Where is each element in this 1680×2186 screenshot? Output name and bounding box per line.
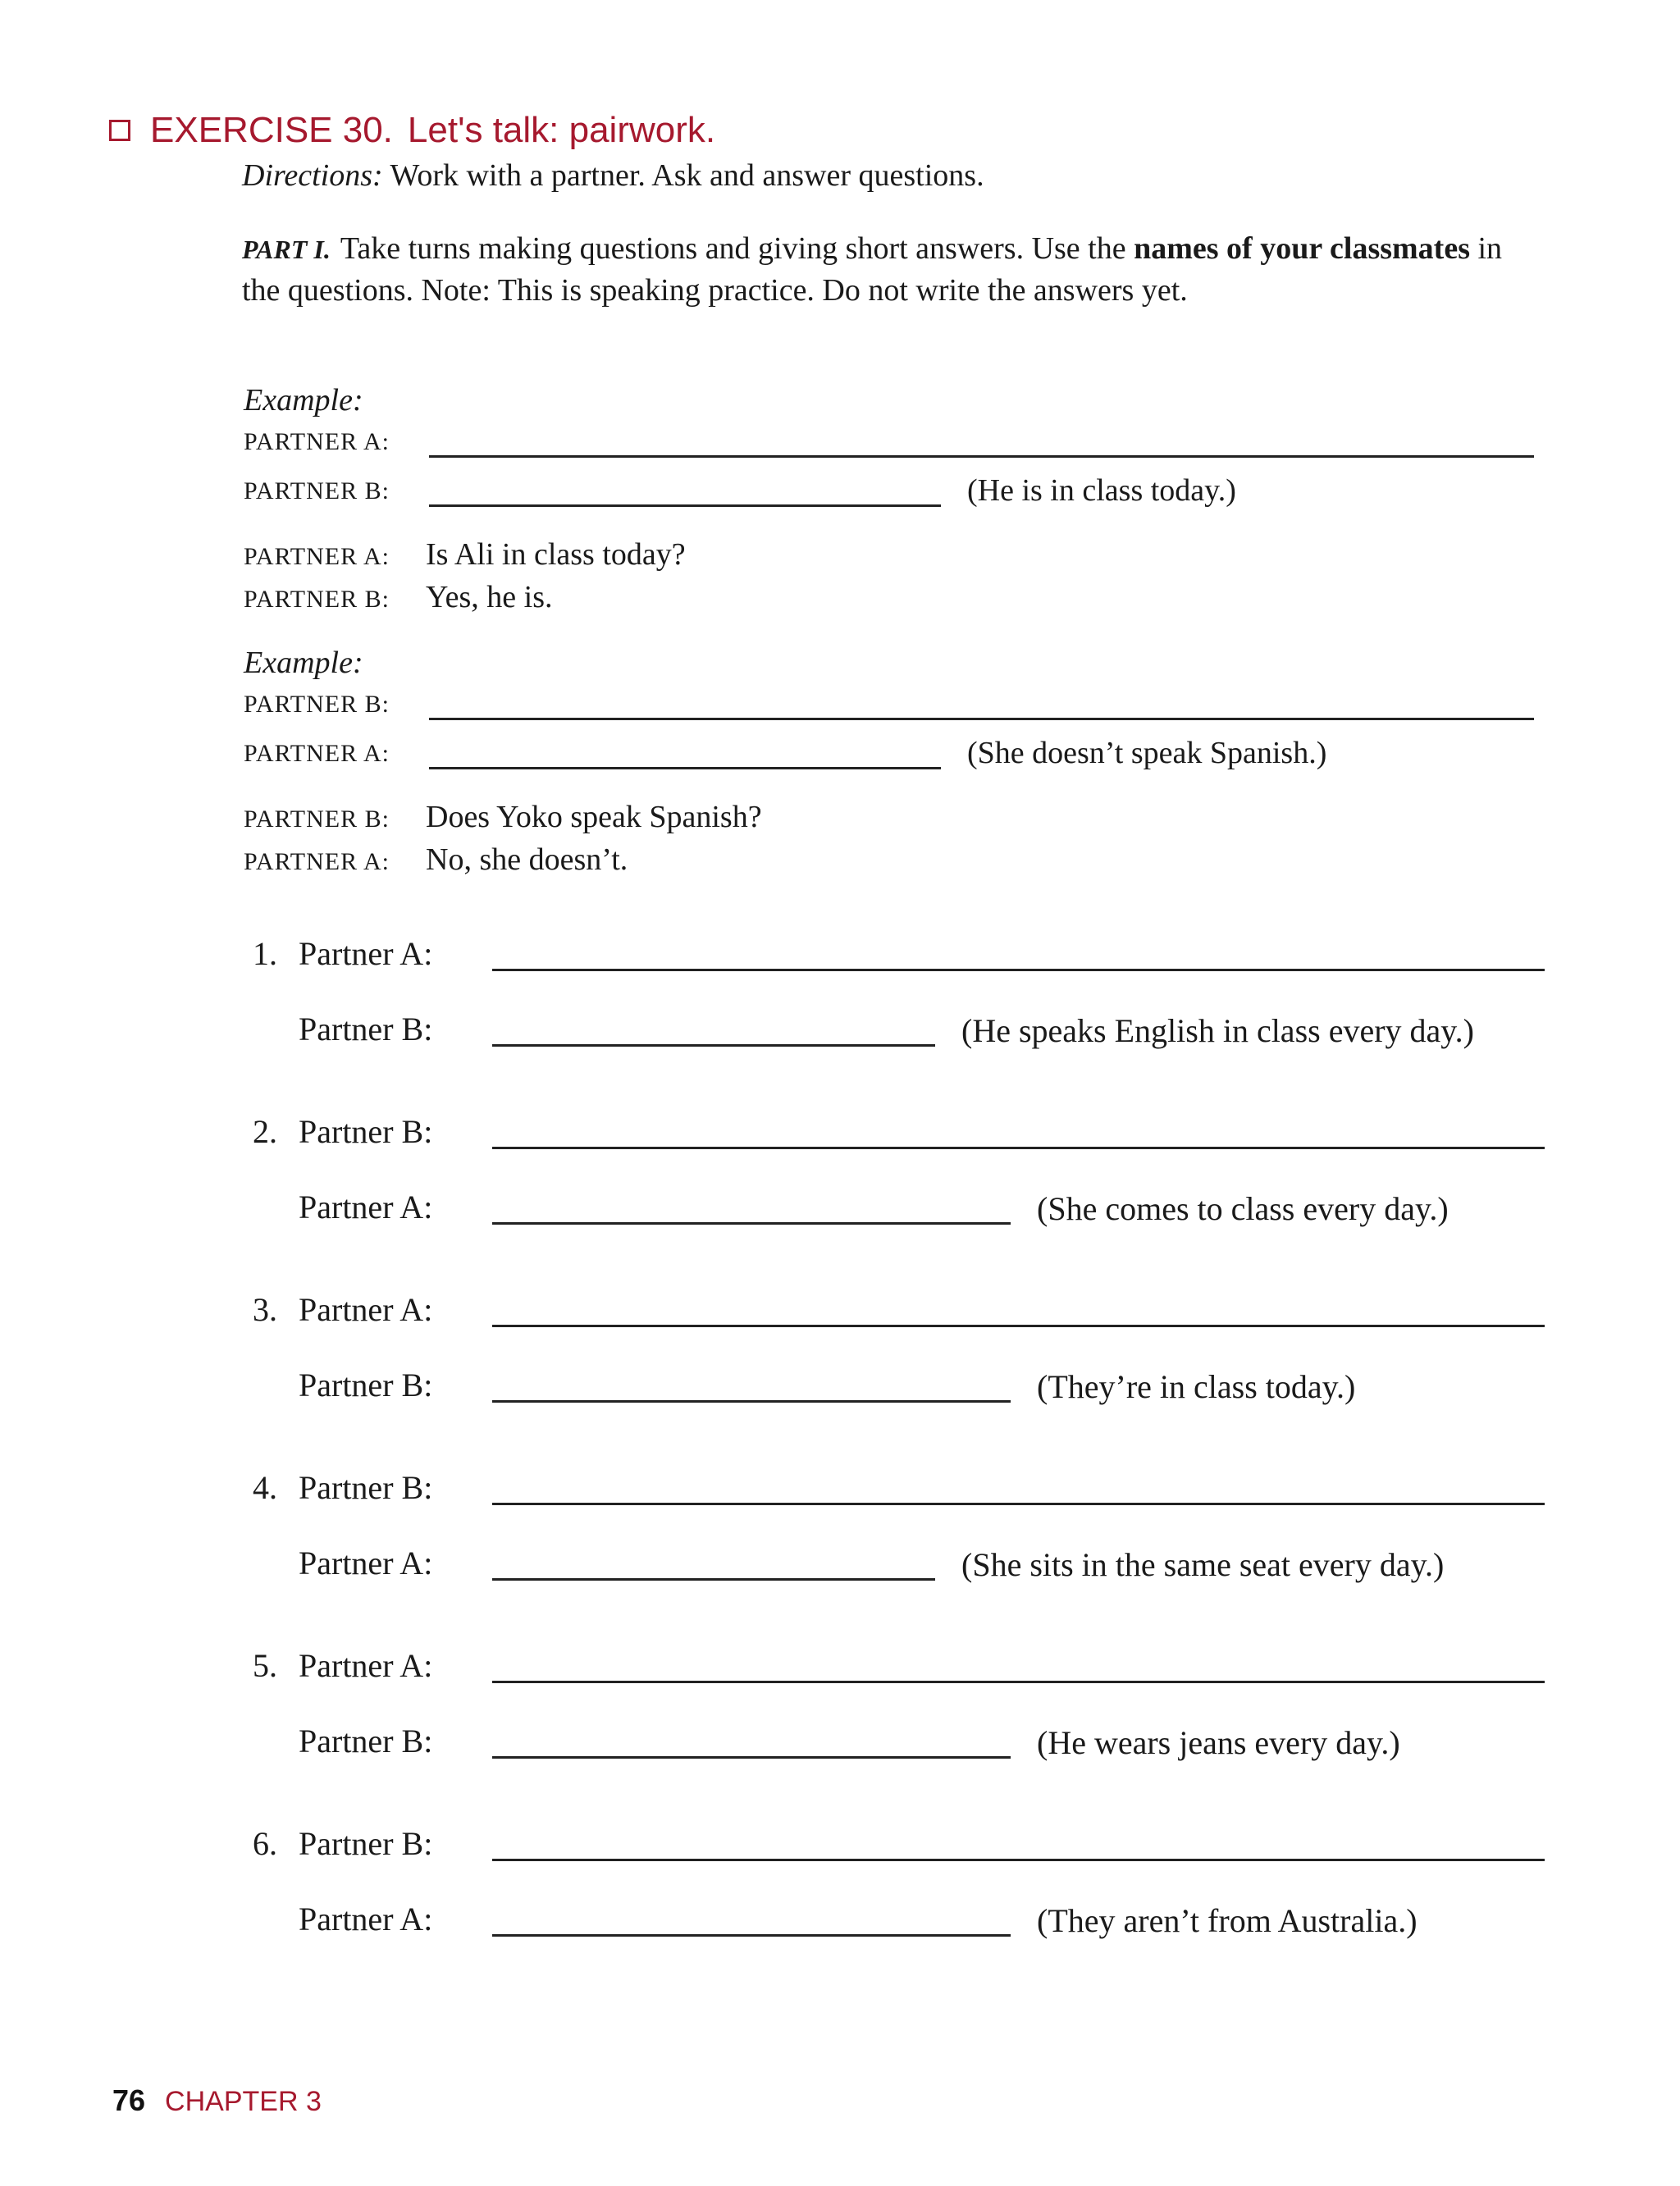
answer-blank[interactable] <box>492 1400 1011 1403</box>
directions <box>242 157 984 194</box>
answer-hint: (He wears jeans every day.) <box>1037 1724 1400 1761</box>
question-blank[interactable] <box>492 1681 1545 1683</box>
item-number: 4. <box>253 1469 277 1506</box>
speaker-label: PARTNER A: <box>244 428 390 455</box>
speaker-label: Partner A: <box>299 1189 433 1225</box>
exercise-number: EXERCISE 30. <box>150 110 393 150</box>
answer-blank[interactable] <box>429 455 1534 458</box>
question-blank[interactable] <box>492 1325 1545 1327</box>
item-number: 1. <box>253 935 277 972</box>
item-question-row <box>246 1822 1550 1868</box>
speaker-label: Partner A: <box>299 1545 433 1581</box>
item-answer-row <box>246 1363 1550 1409</box>
item-number: 5. <box>253 1647 277 1684</box>
item-number: 6. <box>253 1825 277 1862</box>
speaker-label: Partner A: <box>299 1647 433 1684</box>
item-number: 3. <box>253 1291 277 1328</box>
part1-bold: names of your classmates <box>1134 231 1470 266</box>
answer-blank[interactable] <box>492 1756 1011 1759</box>
answer-blank[interactable] <box>492 1044 935 1047</box>
speaker-label: Partner B: <box>299 1011 433 1047</box>
question-blank[interactable] <box>492 1859 1545 1861</box>
example-line <box>244 469 1540 510</box>
example-line <box>244 682 1540 723</box>
example-dialog-line <box>244 799 762 835</box>
answer-blank[interactable] <box>492 1934 1011 1937</box>
speaker-label: Partner B: <box>299 1723 433 1759</box>
speaker-label: PARTNER B: <box>244 586 390 613</box>
answer-blank[interactable] <box>492 1578 935 1581</box>
speaker-label: Partner B: <box>299 1113 433 1150</box>
answer-hint: (He speaks English in class every day.) <box>961 1012 1474 1049</box>
item-answer-row <box>246 1897 1550 1943</box>
speaker-label: Partner B: <box>299 1825 433 1862</box>
part1-text-before: Take turns making questions and giving short answers. Use the <box>340 231 1134 266</box>
speaker-label: PARTNER B: <box>244 477 390 504</box>
exercise-header <box>109 110 715 151</box>
speaker-label: PARTNER B: <box>244 691 390 718</box>
answer-blank[interactable] <box>429 767 941 769</box>
question-blank[interactable] <box>492 1503 1545 1505</box>
item-answer-row <box>246 1719 1550 1765</box>
example-label: Example: <box>244 383 363 418</box>
speaker-label: Partner A: <box>299 1901 433 1937</box>
item-answer-row <box>246 1185 1550 1231</box>
speaker-label: Partner A: <box>299 935 433 972</box>
dialog-text: Is Ali in class today? <box>426 537 686 572</box>
answer-hint: (She sits in the same seat every day.) <box>961 1546 1445 1583</box>
speaker-label: PARTNER A: <box>244 848 390 875</box>
speaker-label: Partner B: <box>299 1367 433 1403</box>
dialog-text: No, she doesn’t. <box>426 842 628 877</box>
directions-lead: Directions: <box>242 158 383 193</box>
example-dialog-line <box>244 842 628 878</box>
dialog-text: Yes, he is. <box>426 580 553 614</box>
item-question-row <box>246 1466 1550 1512</box>
answer-hint: (She comes to class every day.) <box>1037 1190 1449 1227</box>
part1-text-after: in the questions. Note: This is speaking practice. Do not write the answers yet. <box>242 231 1503 308</box>
answer-blank[interactable] <box>429 504 941 507</box>
part-label: PART I. <box>242 235 331 264</box>
answer-hint: (They’re in class today.) <box>1037 1368 1356 1405</box>
directions-text: Work with a partner. Ask and answer questions. <box>390 158 984 193</box>
item-question-row <box>246 1644 1550 1690</box>
answer-hint: (She doesn’t speak Spanish.) <box>967 736 1327 770</box>
example-dialog-line <box>244 536 686 573</box>
answer-hint: (They aren’t from Australia.) <box>1037 1902 1418 1939</box>
question-blank[interactable] <box>492 1147 1545 1149</box>
item-number: 2. <box>253 1113 277 1150</box>
speaker-label: Partner A: <box>299 1291 433 1328</box>
item-answer-row <box>246 1541 1550 1587</box>
speaker-label: PARTNER A: <box>244 740 390 767</box>
answer-hint: (He is in class today.) <box>967 473 1236 508</box>
speaker-label: Partner B: <box>299 1469 433 1506</box>
part1-instructions <box>242 228 1546 311</box>
page-number: 76 <box>112 2083 146 2117</box>
dialog-text: Does Yoko speak Spanish? <box>426 800 762 834</box>
page-footer <box>112 2083 322 2118</box>
chapter-label: CHAPTER 3 <box>165 2086 322 2117</box>
answer-blank[interactable] <box>429 718 1534 720</box>
item-answer-row <box>246 1007 1550 1053</box>
speaker-label: PARTNER B: <box>244 805 390 833</box>
example-label: Example: <box>244 646 363 680</box>
item-question-row <box>246 1110 1550 1156</box>
exercise-title: Let's talk: pairwork. <box>407 110 716 150</box>
example-line <box>244 420 1540 461</box>
item-question-row <box>246 1288 1550 1334</box>
speaker-label: PARTNER A: <box>244 543 390 570</box>
example-dialog-line <box>244 579 553 615</box>
item-question-row <box>246 932 1550 978</box>
example-line <box>244 732 1540 773</box>
exercise-checkbox[interactable] <box>109 120 130 141</box>
question-blank[interactable] <box>492 969 1545 971</box>
answer-blank[interactable] <box>492 1222 1011 1225</box>
